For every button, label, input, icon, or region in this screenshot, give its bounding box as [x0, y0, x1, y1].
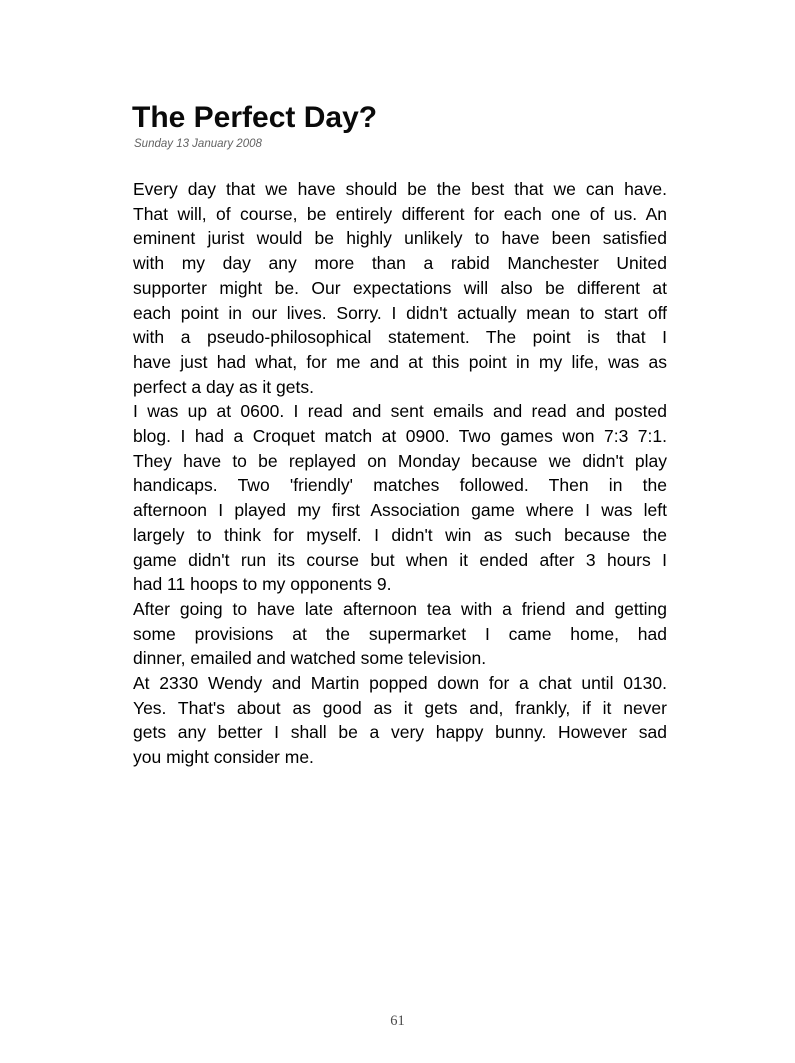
- text-line: Every day that we have should be the best that we can have.: [133, 179, 667, 199]
- text-line: you might consider me.: [133, 747, 314, 768]
- text-line: had 11 hoops to my opponents 9.: [133, 574, 392, 595]
- text-line: with a pseudo-philosophical statement. The point is that I: [133, 327, 667, 348]
- text-line: At 2330 Wendy and Martin popped down for a chat until 0130.: [133, 673, 667, 694]
- text-line: Yes. That's about as good as it gets and, frankly, if it never: [133, 697, 667, 718]
- text-line: largely to think for myself. I didn't win as such because the: [133, 524, 667, 545]
- text-line: have just had what, for me and at this point in my life, was as: [133, 351, 667, 372]
- text-line: After going to have late afternoon tea with a friend and getting: [133, 598, 667, 619]
- paragraph: [133, 399, 667, 597]
- text-line: game didn't run its course but when it ended after 3 hours I: [133, 549, 667, 570]
- text-line: some provisions at the supermarket I came home, had: [133, 623, 667, 644]
- paragraph: [133, 177, 667, 399]
- text-line: That will, of course, be entirely different for each one of us. An: [133, 203, 667, 224]
- text-line: each point in our lives. Sorry. I didn't actually mean to start off: [133, 302, 667, 323]
- text-line: eminent jurist would be highly unlikely to have been satisfied: [133, 228, 667, 249]
- text-line: dinner, emailed and watched some television.: [133, 648, 487, 669]
- text-line: with my day any more than a rabid Manchester United: [133, 253, 667, 274]
- text-line: afternoon I played my first Association game where I was left: [133, 500, 667, 521]
- text-line: handicaps. Two 'friendly' matches followed. Then in the: [133, 475, 667, 496]
- text-line: perfect a day as it gets.: [133, 376, 314, 397]
- text-line: gets any better I shall be a very happy bunny. However sad: [133, 722, 667, 743]
- paragraph: [133, 597, 667, 671]
- article-date: Sunday 13 January 2008: [134, 138, 262, 150]
- text-line: I was up at 0600. I read and sent emails and read and posted: [133, 401, 667, 422]
- article-body: [133, 177, 667, 770]
- page-title: The Perfect Day?: [132, 101, 378, 134]
- page-number: 61: [390, 1013, 405, 1029]
- paragraph: [133, 671, 667, 770]
- text-line: blog. I had a Croquet match at 0900. Two games won 7:3 7:1.: [133, 426, 667, 447]
- text-line: They have to be replayed on Monday because we didn't play: [133, 450, 667, 471]
- text-line: supporter might be. Our expectations will also be different at: [133, 277, 667, 298]
